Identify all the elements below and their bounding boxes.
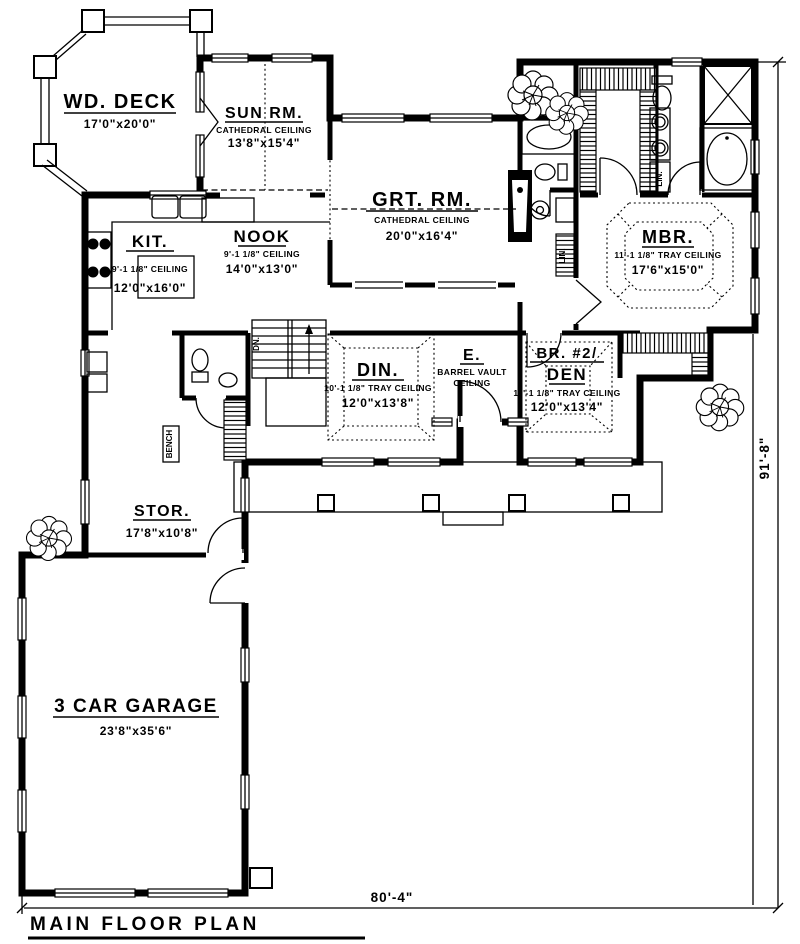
window bbox=[212, 54, 248, 62]
svg-text:GRT. RM.: GRT. RM. bbox=[372, 189, 472, 211]
fireplace bbox=[508, 170, 532, 242]
garage-door bbox=[55, 889, 135, 897]
master-closet bbox=[580, 68, 656, 192]
svg-text:NOOK: NOOK bbox=[233, 227, 291, 246]
plan-title-text: MAIN FLOOR PLAN bbox=[30, 914, 260, 935]
svg-text:KIT.: KIT. bbox=[131, 232, 169, 251]
deck-railing bbox=[197, 32, 204, 57]
svg-text:DEN: DEN bbox=[546, 365, 588, 384]
front-porch bbox=[234, 462, 662, 888]
toilet-tank bbox=[558, 164, 567, 180]
svg-text:17'8"x10'8": 17'8"x10'8" bbox=[125, 526, 199, 540]
deck-label bbox=[63, 91, 176, 131]
toilet bbox=[535, 164, 555, 180]
linen-label: LIN. bbox=[655, 171, 664, 187]
svg-text:STOR.: STOR. bbox=[133, 503, 191, 520]
window bbox=[584, 458, 632, 466]
deck-railing bbox=[104, 17, 190, 25]
svg-text:9'-1 1/8" CEILING: 9'-1 1/8" CEILING bbox=[223, 249, 301, 259]
svg-text:3 CAR GARAGE: 3 CAR GARAGE bbox=[54, 696, 218, 717]
svg-text:E.: E. bbox=[462, 347, 482, 364]
svg-text:12'0"x13'8": 12'0"x13'8" bbox=[341, 396, 415, 410]
window bbox=[751, 278, 759, 314]
dining-label bbox=[324, 360, 432, 410]
window bbox=[241, 775, 249, 809]
mud-closet bbox=[224, 400, 246, 460]
window bbox=[388, 458, 440, 466]
window bbox=[342, 114, 404, 122]
nook-label bbox=[224, 227, 300, 276]
entry-label bbox=[437, 347, 507, 388]
dryer bbox=[556, 198, 574, 222]
porch-column bbox=[509, 495, 525, 511]
kitchen-label bbox=[112, 232, 188, 295]
depth-dimension: 91'-8" bbox=[757, 436, 772, 480]
window bbox=[430, 114, 492, 122]
svg-text:17'6"x15'0": 17'6"x15'0" bbox=[631, 263, 705, 277]
storage-label bbox=[126, 503, 199, 540]
svg-text:12'0"x16'0": 12'0"x16'0" bbox=[113, 281, 187, 295]
svg-text:CATHEDRAL CEILING: CATHEDRAL CEILING bbox=[216, 125, 312, 135]
porch-steps bbox=[443, 512, 503, 525]
deck-railing bbox=[53, 30, 86, 60]
window bbox=[196, 72, 204, 112]
svg-text:9'-1 1/8" CEILING: 9'-1 1/8" CEILING bbox=[111, 264, 189, 274]
bedroom2-label bbox=[513, 345, 620, 414]
window bbox=[751, 140, 759, 174]
deck-post bbox=[34, 144, 56, 166]
window bbox=[241, 648, 249, 682]
stairs-label: DN. bbox=[252, 337, 261, 351]
svg-text:BARREL VAULT: BARREL VAULT bbox=[437, 367, 507, 377]
stairs bbox=[252, 320, 326, 426]
svg-text:12'0"x13'4": 12'0"x13'4" bbox=[530, 400, 604, 414]
pedestal-sink bbox=[219, 373, 237, 387]
svg-text:14'0"x13'0": 14'0"x13'0" bbox=[225, 262, 299, 276]
svg-text:17'0"x20'0": 17'0"x20'0" bbox=[83, 117, 157, 131]
deck-post bbox=[190, 10, 212, 32]
corner-post bbox=[250, 868, 272, 888]
svg-text:SUN RM.: SUN RM. bbox=[224, 105, 304, 122]
window bbox=[322, 458, 374, 466]
window bbox=[751, 212, 759, 248]
sidelight-window bbox=[508, 418, 528, 426]
svg-text:11'-1 1/8" TRAY CEILING: 11'-1 1/8" TRAY CEILING bbox=[513, 388, 621, 398]
svg-text:23'8"x35'6": 23'8"x35'6" bbox=[99, 724, 173, 738]
sidelight-window bbox=[432, 418, 452, 426]
svg-text:11'-1 1/8" TRAY CEILING: 11'-1 1/8" TRAY CEILING bbox=[614, 250, 722, 260]
storage-door bbox=[208, 518, 243, 553]
bush bbox=[696, 384, 744, 431]
svg-text:BR. #2/: BR. #2/ bbox=[536, 345, 598, 362]
great-room-label bbox=[366, 189, 478, 243]
svg-text:WD. DECK: WD. DECK bbox=[63, 91, 177, 113]
deck-post bbox=[34, 56, 56, 78]
garage-door bbox=[148, 889, 228, 897]
dishwasher bbox=[202, 198, 254, 222]
toilet-tank bbox=[192, 372, 208, 382]
powder-room-fixtures bbox=[192, 349, 237, 387]
window bbox=[528, 458, 576, 466]
landscaping bbox=[27, 71, 744, 561]
bedroom2-closet bbox=[622, 333, 708, 375]
window bbox=[241, 478, 249, 512]
toilet bbox=[192, 349, 208, 371]
window bbox=[18, 790, 26, 832]
dimensions bbox=[17, 57, 786, 914]
window bbox=[672, 58, 702, 66]
garage-label bbox=[53, 696, 219, 738]
svg-text:DIN.: DIN. bbox=[357, 360, 399, 380]
window bbox=[18, 696, 26, 738]
sunroom-label bbox=[216, 105, 312, 150]
porch-column bbox=[423, 495, 439, 511]
svg-text:10'-1 1/8" TRAY CEILING: 10'-1 1/8" TRAY CEILING bbox=[324, 383, 432, 393]
room-labels bbox=[53, 91, 722, 738]
plan-title bbox=[28, 914, 365, 938]
svg-text:CATHEDRAL CEILING: CATHEDRAL CEILING bbox=[374, 215, 470, 225]
master-bedroom-label bbox=[614, 227, 721, 277]
appliance bbox=[87, 352, 107, 372]
svg-text:MBR.: MBR. bbox=[642, 227, 694, 247]
stair-arrow bbox=[305, 324, 313, 334]
window bbox=[81, 480, 89, 524]
svg-text:20'0"x16'4": 20'0"x16'4" bbox=[385, 229, 459, 243]
porch-column bbox=[318, 495, 334, 511]
svg-text:13'8"x15'4": 13'8"x15'4" bbox=[227, 136, 301, 150]
deck-post bbox=[82, 10, 104, 32]
window bbox=[18, 598, 26, 640]
deck-railing bbox=[41, 78, 49, 144]
svg-text:CEILING: CEILING bbox=[453, 378, 491, 388]
bench-label: BENCH bbox=[165, 429, 174, 459]
width-dimension: 80'-4" bbox=[370, 890, 414, 905]
linen-label: LIN. bbox=[558, 248, 567, 264]
porch-column bbox=[613, 495, 629, 511]
appliance bbox=[87, 374, 107, 392]
window bbox=[272, 54, 312, 62]
